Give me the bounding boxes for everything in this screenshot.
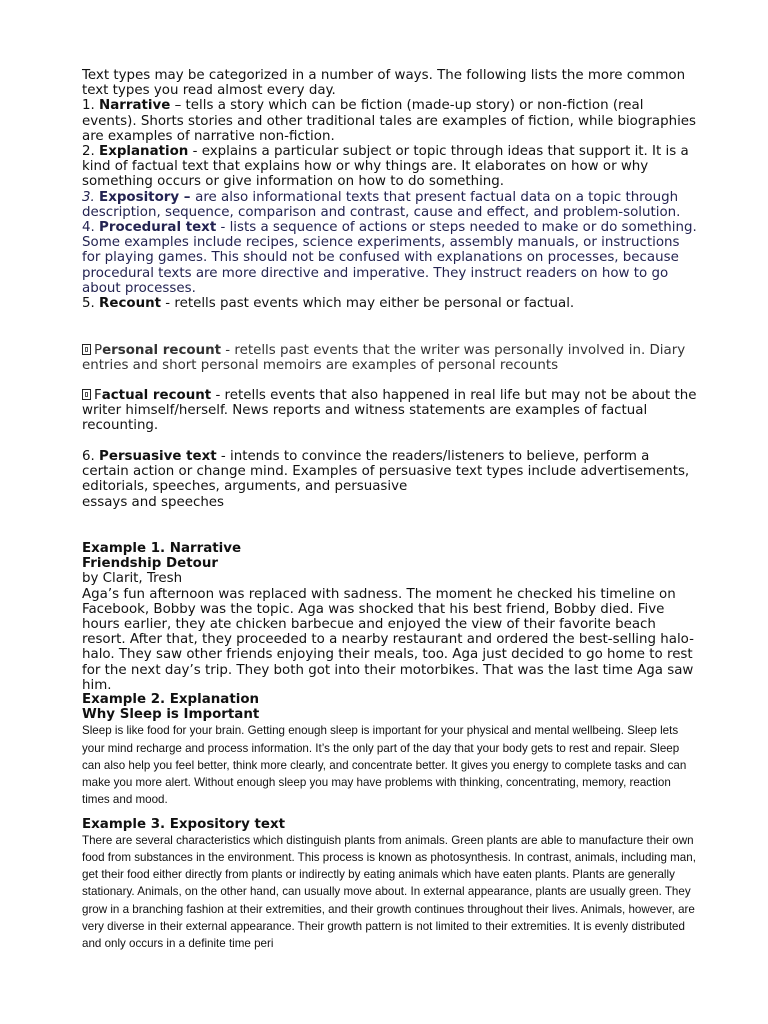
recount-lead: F: [94, 388, 102, 403]
type-description: - intends to convince the readers/listeners to believe, perform a certain action or change mind. Examples of persuasive text types include advertisements, editorials, speeches, arguments, and persuasive: [82, 449, 690, 495]
example-3: [82, 817, 700, 952]
example-body: There are several characteristics which distinguish plants from animals. Green plants are able to manufacture their own food from substances in the environment. This process is known as photosynthesis. In contrast, animals, including man, get their food either directly from plants or indirectly by eating animals which have eaten plants. Plants are generally stationary. Animals, on the other hand, can usually move about. In external appearance, plants are usually green. They grow in a branching fashion at their extremities, and their growth continues throughout their lives. Animals, however, are very diverse in their external appearance. Their growth pattern is not limited to their extremities. It is evenly distributed and only occurs in a definite time peri: [82, 834, 696, 950]
type-expository: [82, 190, 700, 220]
type-term: Recount: [99, 296, 162, 312]
example-2: [82, 692, 700, 808]
type-term: Narrative: [99, 98, 171, 114]
text-types-section: [82, 68, 700, 311]
type-number: 3.: [82, 189, 100, 205]
type-number: 5.: [82, 296, 100, 312]
recount-term: actual recount: [101, 388, 212, 403]
type-explanation: [82, 144, 700, 190]
intro-paragraph: Text types may be categorized in a number of ways. The following lists the more common text types you read almost every day.: [82, 68, 686, 99]
factual-recount: [82, 388, 700, 434]
example-heading: Example 3. Expository text: [82, 817, 286, 832]
recount-description: - retells events that also happened in real life but may not be about the writer himself/herself. News reports and witness statements are examples of factual recounting.: [82, 388, 697, 434]
missing-glyph-icon: [82, 389, 91, 400]
personal-recount: [82, 343, 700, 373]
recount-description: - retells past events that the writer was personally involved in. Diary entries and short personal memoirs are examples of personal recounts: [82, 343, 686, 374]
type-description: - lists a sequence of actions or steps needed to make or do something. Some examples include recipes, science experiments, assembly manuals, or instructions for playing games. This should not be confused with explanations on processes, because procedural texts are more directive and imperative. They instruct readers on how to go about processes.: [82, 220, 697, 296]
recount-term: ersonal recount: [102, 343, 222, 358]
example-heading: Example 1. Narrative: [82, 541, 242, 556]
type-number: 2.: [82, 144, 100, 160]
type-narrative: [82, 98, 700, 144]
type-number: 6.: [82, 449, 100, 464]
example-title: Friendship Detour: [82, 556, 218, 572]
type-term: Explanation: [99, 144, 189, 160]
type-procedural: [82, 220, 700, 296]
type-description: are also informational texts that present factual data on a topic through description, sequence, comparison and contrast, cause and effect, and problem-solution.: [82, 189, 681, 220]
factual-recount-block: [82, 388, 700, 434]
type-description: – tells a story which can be fiction (made-up story) or non-fiction (real events). Shorts stories and other traditional tales are examples of fiction, while biographies are examples of narrative non-fiction.: [82, 98, 697, 144]
type-number: 4.: [82, 220, 100, 236]
example-body: Aga’s fun afternoon was replaced with sadness. The moment he checked his timeline on Facebook, Bobby was the topic. Aga was shocked that his best friend, Bobby died. Five hours earlier, they ate chicken barbecue and enjoyed the view of their favorite beach resort. After that, they proceeded to a nearby restaurant and ordered the best-selling halo-halo. They saw other friends enjoying their meals, too. Aga just decided to go home to rest for the next day’s trip. They both got into their motorbikes. That was the last time Aga saw him.: [82, 586, 694, 693]
type-description: - explains a particular subject or topic through ideas that support it. It is a kind of factual text that explains how or why things are. It elaborates on how or why something occurs or give information on how to do something.: [82, 144, 689, 190]
example-title: Why Sleep is Important: [82, 707, 260, 723]
persuasive-tail: essays and speeches: [82, 494, 225, 510]
recount-lead: P: [94, 343, 103, 358]
type-description: - retells past events which may either be personal or factual.: [161, 296, 575, 312]
example-1: [82, 541, 700, 693]
type-term: Procedural text: [99, 220, 217, 236]
missing-glyph-icon: [82, 344, 91, 355]
type-term: Persuasive text: [99, 449, 217, 464]
type-persuasive: [82, 449, 700, 495]
persuasive-block: [82, 449, 700, 510]
example-byline: by Clarit, Tresh: [82, 571, 183, 587]
personal-recount-block: [82, 343, 700, 373]
type-term: Expository –: [99, 189, 196, 205]
example-heading: Example 2. Explanation: [82, 692, 260, 707]
type-recount: [82, 296, 700, 311]
example-body: Sleep is like food for your brain. Getting enough sleep is important for your physical and mental wellbeing. Sleep lets your mind recharge and process information. It’s the only part of the day that your body gets to rest and repair. Sleep can also help you feel better, think more clearly, and concentrate better. It gives you energy to complete tasks and can make you more alert. Without enough sleep you may have problems with thinking, concentrating, memory, reaction times and mood.: [82, 724, 687, 806]
type-number: 1.: [82, 98, 100, 114]
